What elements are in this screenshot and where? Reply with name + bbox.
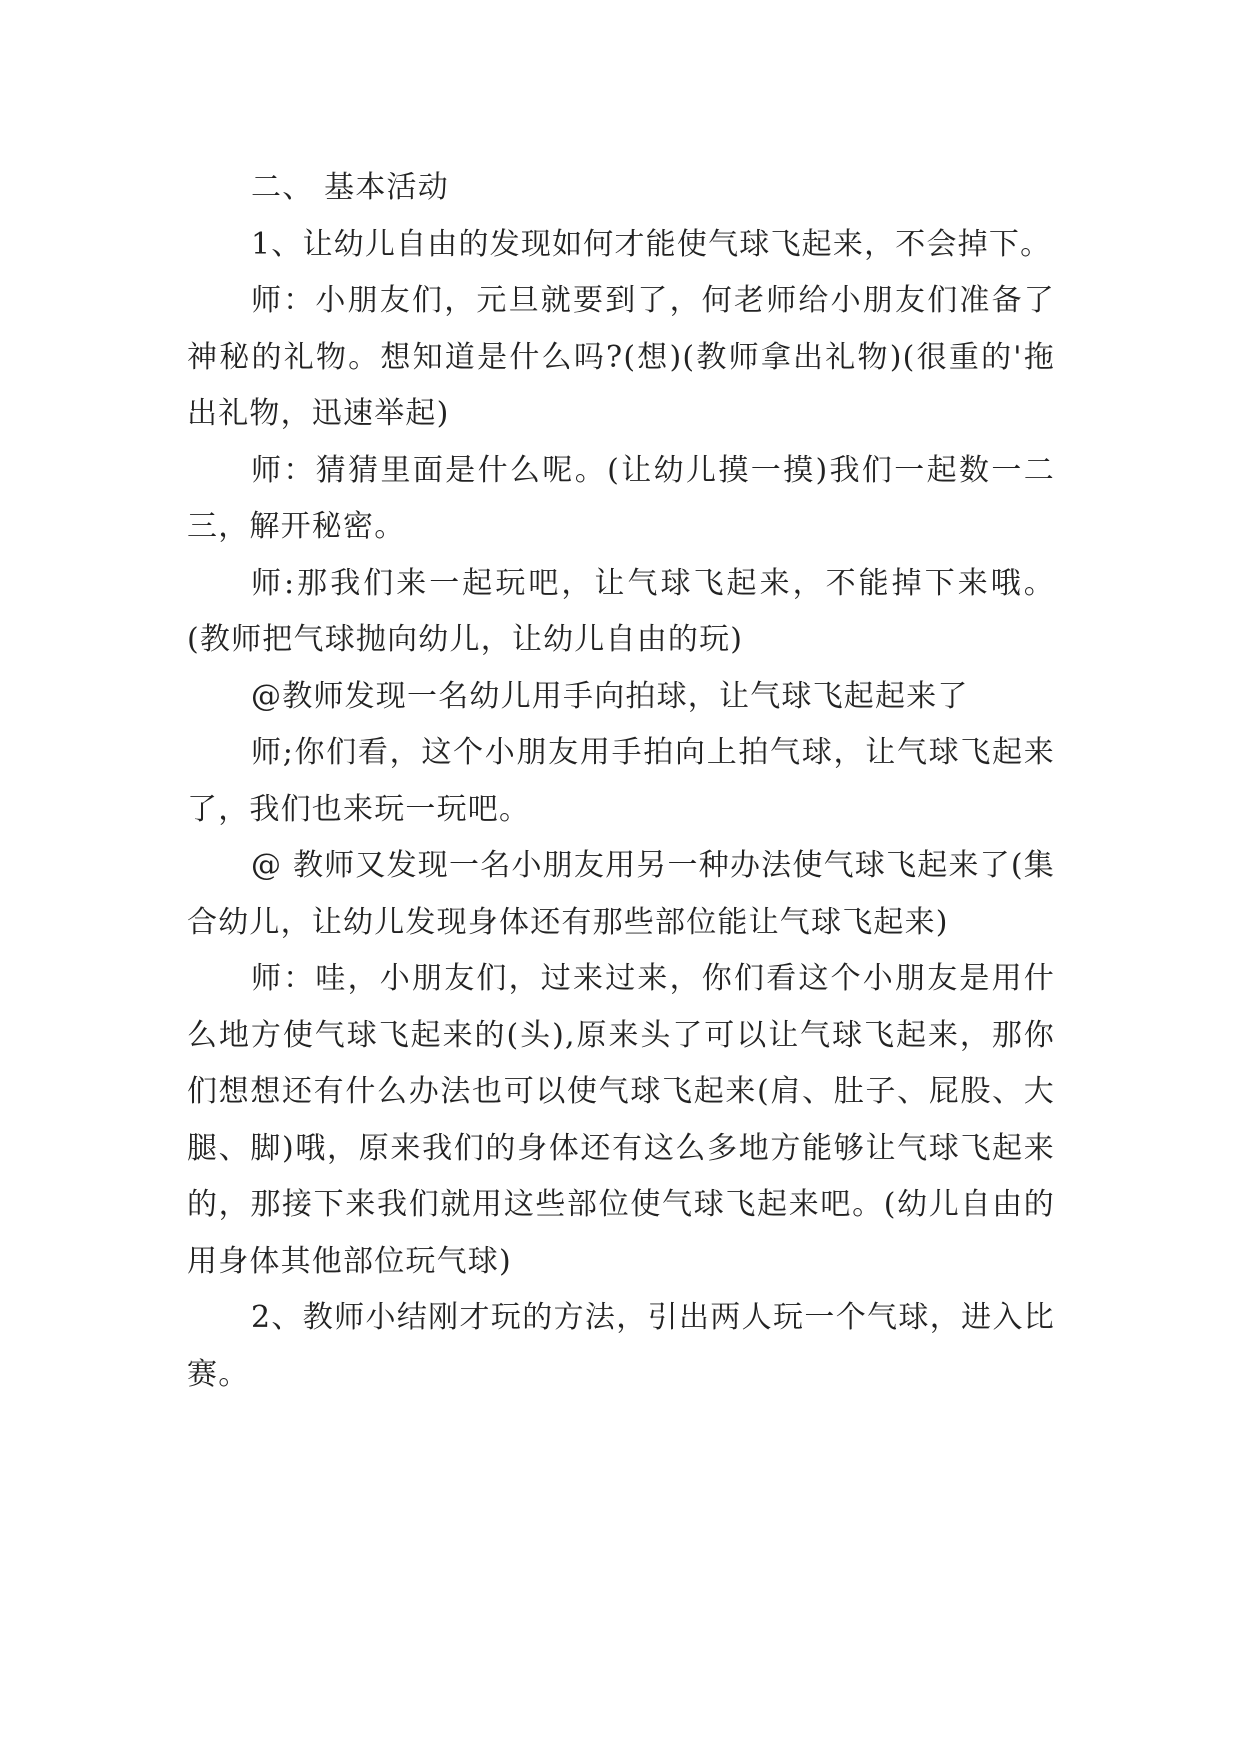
section-heading: 二、 基本活动 (251, 170, 449, 205)
paragraph: 师;你们看，这个小朋友用手拍向上拍气球，让气球飞起来了，我们也来玩一玩吧。 (187, 735, 1055, 827)
paragraph: 师:那我们来一起玩吧，让气球飞起来，不能掉下来哦。(教师把气球抛向幼儿，让幼儿自由的玩) (187, 565, 1055, 657)
paragraph: 师：小朋友们，元旦就要到了，何老师给小朋友们准备了神秘的礼物。想知道是什么吗?(想)(教师拿出礼物)(很重的'拖出礼物，迅速举起) (187, 283, 1055, 431)
paragraph: 师：猜猜里面是什么呢。(让幼儿摸一摸)我们一起数一二三，解开秘密。 (187, 452, 1055, 544)
paragraph: 师：哇，小朋友们，过来过来，你们看这个小朋友是用什么地方使气球飞起来的(头),原来头了可以让气球飞起来，那你们想想还有什么办法也可以使气球飞起来(肩、肚子、屁股、大腿、脚)哦，原来我们的身体还有这么多地方能够让气球飞起来的，那接下来我们就用这些部位使气球飞起来吧。(幼儿自由的用身体其他部位玩气球) (187, 961, 1055, 1279)
document-body (187, 160, 1055, 1403)
paragraph: 1、让幼儿自由的发现如何才能使气球飞起来，不会掉下。 (251, 226, 1052, 262)
paragraph: 2、教师小结刚才玩的方法，引出两人玩一个气球，进入比赛。 (187, 1300, 1055, 1392)
paragraph: @教师发现一名幼儿用手向拍球，让气球飞起起来了 (251, 678, 969, 714)
paragraph: @ 教师又发现一名小朋友用另一种办法使气球飞起来了(集合幼儿，让幼儿发现身体还有那些部位能让气球飞起来) (187, 848, 1055, 940)
